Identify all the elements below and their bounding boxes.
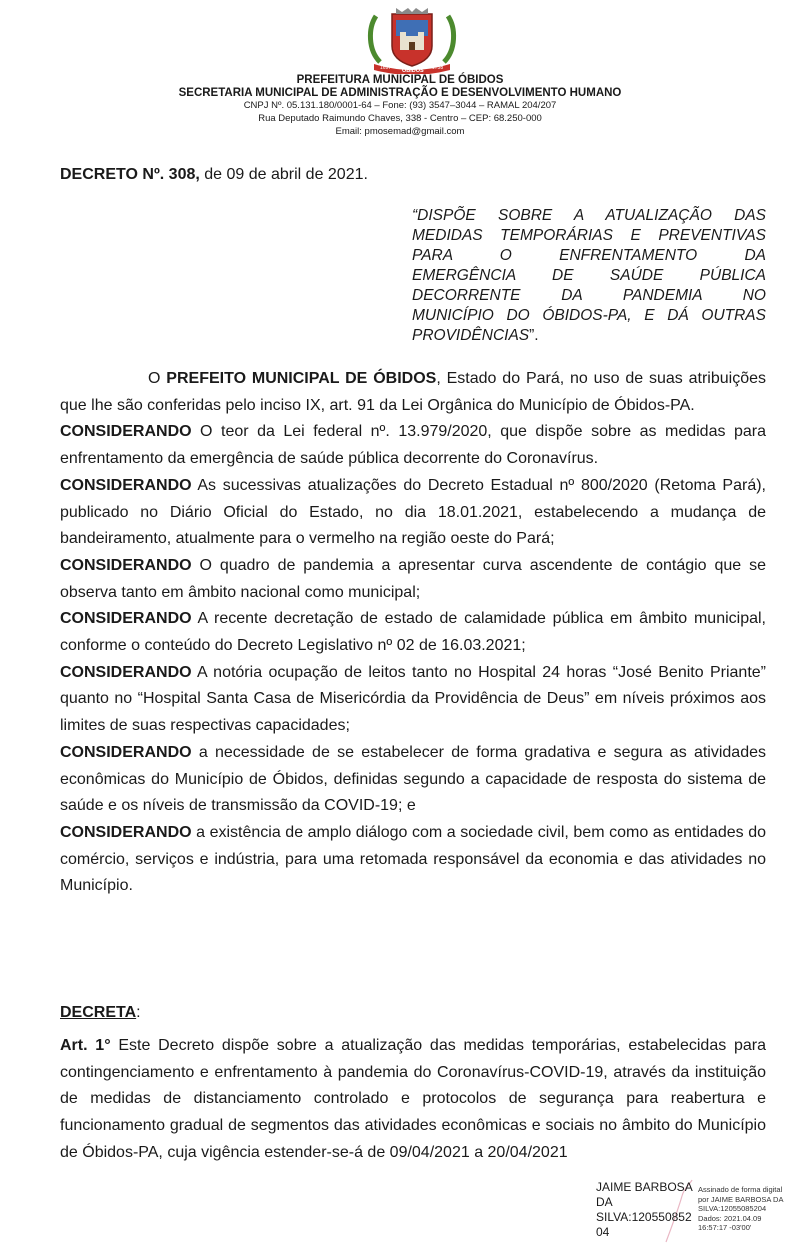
signature-name-line: DA	[596, 1195, 613, 1209]
decree-body	[60, 366, 766, 900]
considerando-text: A recente decretação de estado de calamidade pública em âmbito municipal, conforme o conteúdo do Decreto Legislativo nº 02 de 16.03.2021;	[60, 610, 766, 655]
considerando-text: a necessidade de se estabelecer de forma gradativa e segura as atividades econômicas do Município de Óbidos, definidas segundo a capacidade de resposta do sistema de saúde e os níveis de transmissão da COVID-19; e	[60, 743, 766, 815]
ementa-line: PARA O ENFRENTAMENTO DA	[412, 247, 766, 264]
decreta-label: DECRETA	[60, 1004, 137, 1021]
considerando-2	[60, 473, 766, 553]
article-1-label: Art. 1°	[60, 1037, 111, 1054]
signature-name	[596, 1180, 696, 1240]
header-secretaria: SECRETARIA MUNICIPAL DE ADMINISTRAÇÃO E DESENVOLVIMENTO HUMANO	[178, 87, 622, 99]
considerando-7	[60, 820, 766, 900]
header-org: PREFEITURA MUNICIPAL DE ÓBIDOS	[296, 74, 504, 86]
considerando-label: CONSIDERANDO	[60, 423, 192, 441]
signature-info-line: SILVA:12055085204	[698, 1204, 767, 1213]
considerando-label: CONSIDERANDO	[60, 610, 192, 628]
considerando-1	[60, 419, 766, 472]
ementa-line: MUNICÍPIO DO ÓBIDOS-PA, E DÁ OUTRAS	[412, 307, 766, 324]
considerando-label: CONSIDERANDO	[60, 663, 192, 681]
ementa-close: ”.	[529, 327, 539, 344]
preamble	[60, 366, 766, 419]
signature-info-line: por JAIME BARBOSA DA	[698, 1194, 784, 1204]
crest-year-right: 1758	[432, 65, 444, 71]
municipal-crest-icon	[366, 6, 458, 74]
article-1-text: Este Decreto dispõe sobre a atualização das medidas temporárias, estabelecidas para contingenciamento e enfrentamento à pandemia do Coronavírus-COVID-19, através da instituição de medidas de distanciamento controlado e protocolos de segurança para reabertura e funcionamento gradual de segmentos das atividades econômicas e sociais no âmbito do Município de Óbidos-PA, cuja vigência estender-se-á de 09/04/2021 a 20/04/2021	[60, 1037, 767, 1161]
considerando-4	[60, 606, 766, 659]
signature-info	[698, 1185, 798, 1233]
considerando-text: As sucessivas atualizações do Decreto Estadual nº 800/2020 (Retoma Pará), publicado no Diário Oficial do Estado, no dia 18.01.2021, estabelecendo a mudança de bandeiramento, atualmente para o vermelho na região oeste do Pará;	[60, 476, 766, 548]
decree-date: de 09 de abril de 2021.	[199, 166, 368, 183]
considerando-label: CONSIDERANDO	[60, 743, 192, 761]
considerando-3	[60, 553, 766, 606]
ementa-line: MEDIDAS TEMPORÁRIAS E PREVENTIVAS	[412, 227, 766, 244]
header-cnpj: CNPJ Nº. 05.131.180/0001-64 – Fone: (93) 3547–3044 – RAMAL 204/207	[243, 100, 557, 111]
ementa-line: EMERGÊNCIA DE SAÚDE PÚBLICA	[412, 267, 766, 284]
considerando-text: O quadro de pandemia a apresentar curva ascendente de contágio que se observa tanto em âmbito nacional como municipal;	[60, 556, 766, 601]
considerando-text: a existência de amplo diálogo com a sociedade civil, bem como as entidades do comércio, serviços e indústria, para uma retomada responsável da economia e das atividades no Município.	[60, 823, 766, 895]
signature-info-line: Assinado de forma digital	[698, 1185, 783, 1194]
preamble-rest: , Estado do Pará, no uso de suas atribuições que lhe são conferidas pelo inciso IX, art. 91 da Lei Orgânica do Município de Óbidos-PA.	[60, 370, 766, 414]
signature-name-line: JAIME BARBOSA	[596, 1180, 693, 1194]
considerando-6	[60, 740, 766, 820]
preamble-lead: O	[148, 370, 167, 387]
signature-info-line: Dados: 2021.04.09	[698, 1213, 762, 1223]
considerando-text: O teor da Lei federal nº. 13.979/2020, que dispõe sobre as medidas para enfrentamento da emergência de saúde pública decorrente do Coronavírus.	[60, 423, 766, 468]
decree-title	[60, 166, 368, 184]
decreta-colon: :	[136, 1004, 141, 1021]
ementa-line-last	[412, 326, 766, 346]
considerando-label: CONSIDERANDO	[60, 556, 192, 574]
header-email: Email: pmosemad@gmail.com	[335, 126, 465, 137]
signature-name-line: 04	[596, 1225, 610, 1239]
ementa-line: DECORRENTE DA PANDEMIA NO	[412, 287, 766, 304]
considerando-text: A notória ocupação de leitos tanto no Hospital 24 horas “José Benito Priante” quanto no “Hospital Santa Casa de Misericórdia da Providência de Deus” em níveis próximos aos limites de suas respectivas capacidades;	[60, 663, 766, 735]
ementa-last-text: PROVIDÊNCIAS	[412, 327, 530, 344]
header-address: Rua Deputado Raimundo Chaves, 338 - Centro – CEP: 68.250-000	[258, 113, 542, 124]
considerando-label: CONSIDERANDO	[60, 476, 192, 494]
considerando-label: CONSIDERANDO	[60, 823, 192, 841]
article-1-paragraph	[60, 1033, 766, 1167]
article-1	[60, 1033, 766, 1167]
crest-year-left: 1697	[380, 65, 392, 71]
considerando-5	[60, 660, 766, 740]
preamble-bold: PREFEITO MUNICIPAL DE ÓBIDOS	[166, 370, 437, 387]
signature-name-line: SILVA:120550852	[596, 1210, 692, 1224]
crest-banner-text: ÓBIDOS	[402, 68, 424, 74]
ementa-line: “DISPÕE SOBRE A ATUALIZAÇÃO DAS	[412, 207, 766, 224]
decreta-heading	[60, 1004, 141, 1022]
signature-info-line: 16:57:17 -03'00'	[698, 1223, 752, 1232]
decree-number: DECRETO Nº. 308,	[60, 166, 200, 183]
decree-ementa	[412, 206, 766, 346]
